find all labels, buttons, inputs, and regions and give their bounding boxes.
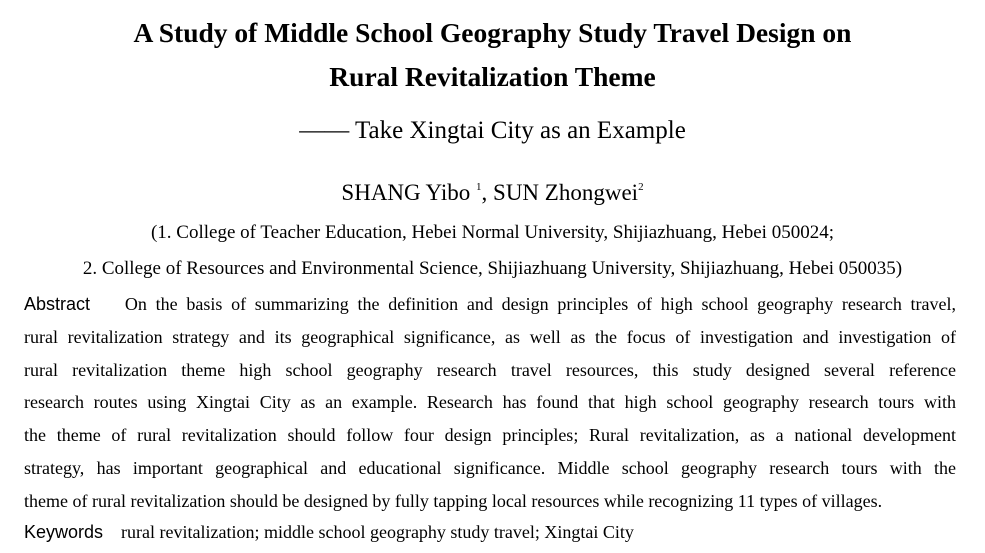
author-1-affiliation-mark: 1 [476,181,482,193]
paper-title-line-1: A Study of Middle School Geography Study Travel Design on [133,17,852,48]
abstract-line-3: rural revitalization theme high school geography research travel resources, this study designed several reference [24,359,956,380]
keywords-text: rural revitalization; middle school geography study travel; Xingtai City [121,522,634,542]
author-separator: , [481,180,494,205]
abstract-line-1-text: On the basis of summarizing the definition and design principles of high school geography research travel, [124,294,957,314]
author-2-affiliation-mark: 2 [638,181,644,193]
abstract-line-7: theme of rural revitalization should be designed by fully tapping local resources while recognizing 11 types of villages. [24,490,883,511]
abstract-line-6: strategy, has important geographical and educational significance. Middle school geography research tours with the [24,457,956,478]
author-1-name: SHANG Yibo [341,180,471,205]
keywords-block [24,516,634,548]
abstract-line-2: rural revitalization strategy and its geographical significance, as well as the focus of investigation and investigation of [24,326,956,347]
paper-subtitle: —— Take Xingtai City as an Example [299,117,686,144]
paper-title-line-2: Rural Revitalization Theme [329,61,656,92]
abstract-label: Abstract [24,294,91,314]
keywords-label: Keywords [24,522,104,542]
author-2-name: SUN Zhongwei [493,180,639,205]
author-list [0,178,985,208]
abstract-line-1 [24,288,956,321]
abstract-block [24,288,956,518]
abstract-line-5: the theme of rural revitalization should follow four design principles; Rural revitalization, as a national development [24,425,956,446]
affiliation-line-2: 2. College of Resources and Environmental Science, Shijiazhuang University, Shijiazhuang, Hebei 050035) [82,258,903,279]
abstract-line-4: research routes using Xingtai City as an example. Research has found that high school geography research tours with [24,392,956,413]
affiliation-line-1: (1. College of Teacher Education, Hebei Normal University, Shijiazhuang, Hebei 050024; [150,222,834,243]
